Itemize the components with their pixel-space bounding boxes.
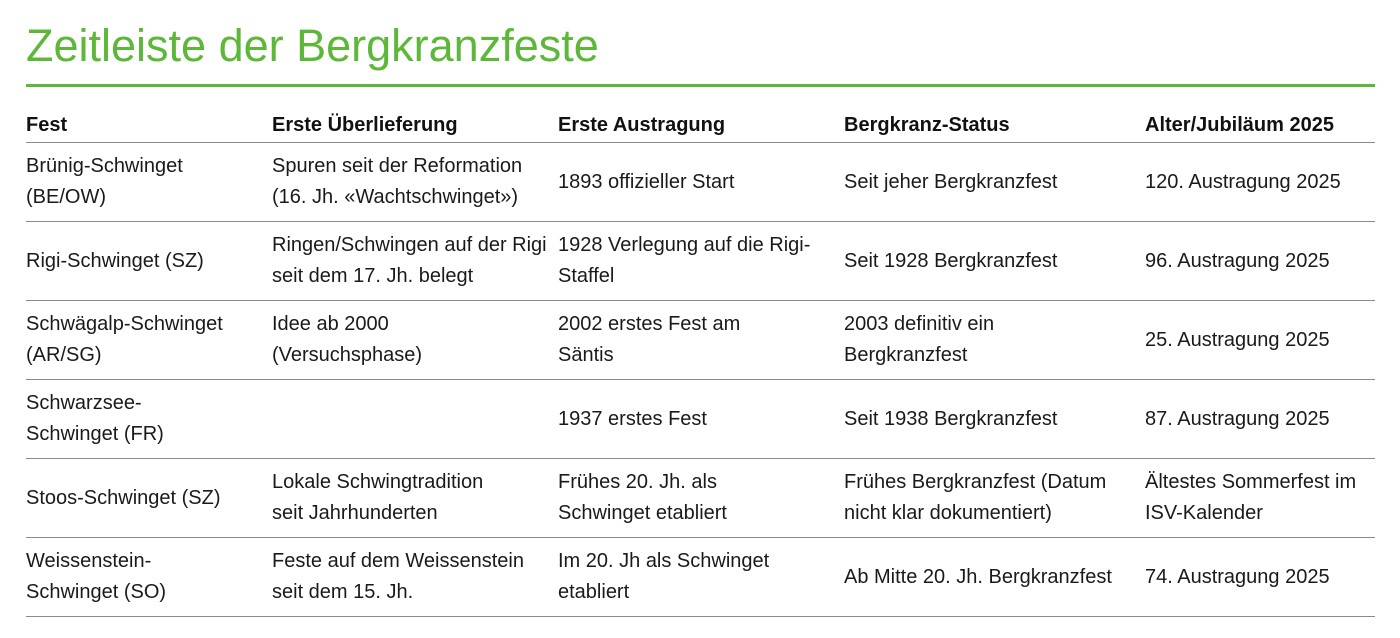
column-header-erste-ueberlieferung: Erste Überlieferung xyxy=(272,113,558,143)
timeline-table xyxy=(26,113,1375,617)
cell-bergkranz-status: Ab Mitte 20. Jh. Bergkranzfest xyxy=(844,538,1145,617)
cell-erste-austragung: Im 20. Jh als Schwinget etabliert xyxy=(558,538,844,617)
cell-fest: Schwägalp-Schwinget (AR/SG) xyxy=(26,301,272,380)
column-header-fest: Fest xyxy=(26,113,272,143)
title-divider xyxy=(26,84,1375,87)
cell-fest: Weissenstein-Schwinget (SO) xyxy=(26,538,272,617)
cell-erste-ueberlieferung: Lokale Schwingtradition seit Jahrhunderten xyxy=(272,459,558,538)
column-header-erste-austragung: Erste Austragung xyxy=(558,113,844,143)
cell-erste-ueberlieferung: Feste auf dem Weissenstein seit dem 15. Jh. xyxy=(272,538,558,617)
cell-alter-jubilaeum: 96. Austragung 2025 xyxy=(1145,222,1375,301)
cell-erste-ueberlieferung: Spuren seit der Reformation (16. Jh. «Wachtschwinget») xyxy=(272,143,558,222)
cell-alter-jubilaeum: 25. Austragung 2025 xyxy=(1145,301,1375,380)
cell-alter-jubilaeum: Ältestes Sommerfest im ISV-Kalender xyxy=(1145,459,1375,538)
cell-bergkranz-status: Frühes Bergkranzfest (Datum nicht klar dokumentiert) xyxy=(844,459,1145,538)
cell-erste-austragung: 1928 Verlegung auf die Rigi-Staffel xyxy=(558,222,844,301)
cell-bergkranz-status: 2003 definitiv ein Bergkranzfest xyxy=(844,301,1145,380)
cell-alter-jubilaeum: 87. Austragung 2025 xyxy=(1145,380,1375,459)
table-row xyxy=(26,538,1375,617)
cell-fest: Rigi-Schwinget (SZ) xyxy=(26,222,272,301)
cell-bergkranz-status: Seit 1938 Bergkranzfest xyxy=(844,380,1145,459)
table-row xyxy=(26,459,1375,538)
cell-erste-ueberlieferung: Idee ab 2000 (Versuchsphase) xyxy=(272,301,558,380)
cell-erste-austragung: Frühes 20. Jh. als Schwinget etabliert xyxy=(558,459,844,538)
table-row xyxy=(26,143,1375,222)
cell-erste-austragung: 1937 erstes Fest xyxy=(558,380,844,459)
cell-erste-ueberlieferung: Ringen/Schwingen auf der Rigi seit dem 17. Jh. belegt xyxy=(272,222,558,301)
cell-erste-austragung: 2002 erstes Fest am Säntis xyxy=(558,301,844,380)
cell-erste-austragung: 1893 offizieller Start xyxy=(558,143,844,222)
cell-fest: Schwarzsee-Schwinget (FR) xyxy=(26,380,272,459)
cell-fest: Stoos-Schwinget (SZ) xyxy=(26,459,272,538)
page-title: Zeitleiste der Bergkranzfeste xyxy=(26,20,599,71)
cell-alter-jubilaeum: 74. Austragung 2025 xyxy=(1145,538,1375,617)
table-header-row xyxy=(26,113,1375,143)
column-header-alter-jubilaeum: Alter/Jubiläum 2025 xyxy=(1145,113,1375,143)
cell-erste-ueberlieferung xyxy=(272,380,558,459)
column-header-bergkranz-status: Bergkranz-Status xyxy=(844,113,1145,143)
cell-fest: Brünig-Schwinget (BE/OW) xyxy=(26,143,272,222)
cell-bergkranz-status: Seit 1928 Bergkranzfest xyxy=(844,222,1145,301)
document-page xyxy=(26,0,1376,617)
table-row xyxy=(26,222,1375,301)
table-row xyxy=(26,301,1375,380)
cell-bergkranz-status: Seit jeher Bergkranzfest xyxy=(844,143,1145,222)
cell-alter-jubilaeum: 120. Austragung 2025 xyxy=(1145,143,1375,222)
table-row xyxy=(26,380,1375,459)
